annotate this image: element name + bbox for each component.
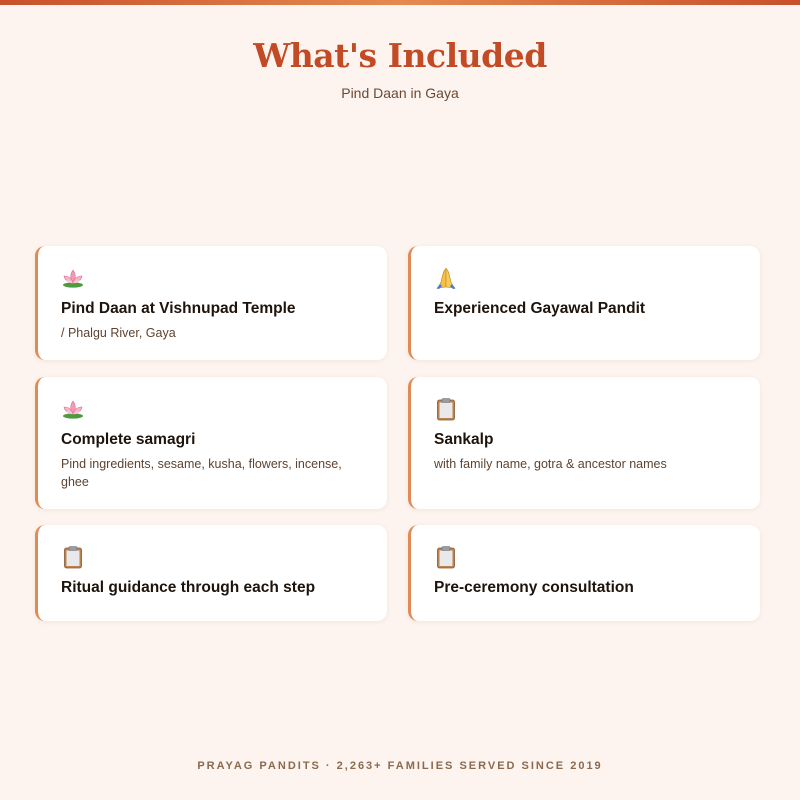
clipboard-icon (434, 545, 458, 569)
header (0, 36, 800, 102)
page-title: What's Included (253, 36, 547, 75)
clipboard-icon (61, 545, 85, 569)
inclusion-card (35, 377, 387, 509)
lotus-icon (61, 397, 85, 421)
inclusion-description: with family name, gotra & ancestor names (434, 457, 667, 471)
clipboard-icon (434, 397, 458, 421)
inclusion-card (35, 246, 387, 360)
lotus-icon (61, 266, 85, 290)
inclusion-title: Sankalp (434, 431, 494, 448)
inclusion-card (35, 525, 387, 621)
inclusion-title: Pind Daan at Vishnupad Temple (61, 300, 296, 317)
inclusion-card (408, 377, 760, 509)
folded-hands-icon (434, 266, 458, 290)
inclusion-title: Experienced Gayawal Pandit (434, 300, 646, 317)
top-accent-bar (0, 0, 800, 5)
inclusion-description: Pind ingredients, sesame, kusha, flowers, incense, ghee (61, 457, 342, 489)
footer-tagline: PRAYAG PANDITS · 2,263+ FAMILIES SERVED SINCE 2019 (197, 760, 603, 772)
inclusion-card (408, 246, 760, 360)
inclusion-description: / Phalgu River, Gaya (61, 326, 176, 340)
inclusion-title: Pre-ceremony consultation (434, 579, 634, 596)
inclusion-title: Ritual guidance through each step (61, 579, 316, 596)
inclusion-card (408, 525, 760, 621)
page-subtitle: Pind Daan in Gaya (341, 85, 459, 101)
inclusion-title: Complete samagri (61, 431, 196, 448)
